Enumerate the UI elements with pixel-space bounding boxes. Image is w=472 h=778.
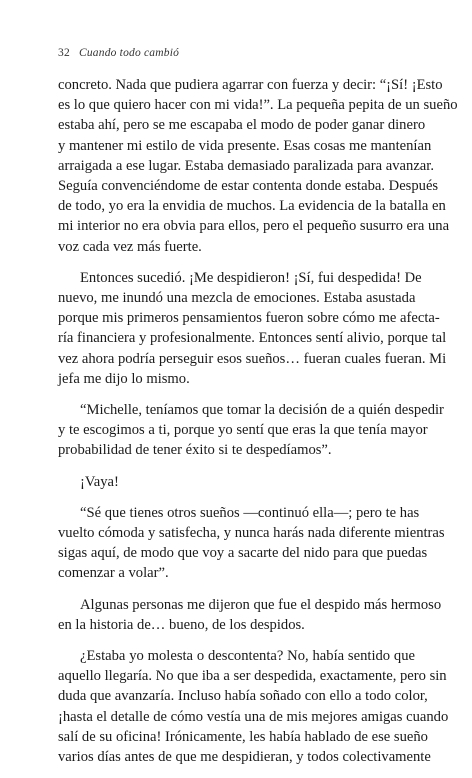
text-line: comenzar a volar”. bbox=[58, 565, 169, 582]
text-line: en la historia de… bueno, de los despidos. bbox=[58, 616, 305, 633]
text-line: varios días antes de que me despidieran, y todos colectivamente bbox=[58, 749, 431, 766]
paragraph bbox=[58, 268, 447, 389]
text-line: “Sé que tienes otros sueños —continuó ella—; pero te has bbox=[80, 504, 420, 521]
text-line: duda que avanzaría. Incluso había soñado con ello a todo color, bbox=[58, 688, 428, 705]
text-line: ¿Estaba yo molesta o descontenta? No, había sentido que bbox=[80, 648, 415, 665]
text-line: aquello llegaría. No que iba a ser despedida, exactamente, pero sin bbox=[58, 668, 447, 685]
text-line: Entonces sucedió. ¡Me despidieron! ¡Sí, fui despedida! De bbox=[80, 269, 422, 286]
text-line: probabilidad de tener éxito si te despedíamos”. bbox=[58, 442, 332, 459]
text-line: arraigada a ese lugar. Estaba demasiado paralizada para avanzar. bbox=[58, 157, 434, 174]
text-line: y mantener mi estilo de vida presente. Esas cosas me mantenían bbox=[58, 137, 432, 154]
paragraph bbox=[58, 472, 415, 492]
paragraph bbox=[58, 595, 442, 635]
running-title: Cuando todo cambió bbox=[78, 47, 180, 59]
text-line: ría financiera y profesionalmente. Entonces sentí alivio, porque tal bbox=[58, 330, 447, 347]
text-line: voz cada vez más fuerte. bbox=[58, 238, 202, 255]
text-line: jefa me dijo lo mismo. bbox=[58, 370, 190, 387]
text-line: vez ahora podría perseguir esos sueños… fueran cuales fueran. Mi bbox=[58, 350, 447, 367]
page-number: 32 bbox=[58, 47, 70, 59]
text-line: “Michelle, teníamos que tomar la decisión de a quién despedir bbox=[80, 402, 444, 419]
text-line: estaba ahí, pero se me escapaba el modo de poder ganar dinero bbox=[58, 117, 426, 134]
text-line: mi interior no era obvia para ellos, pero el pequeño susurro era una bbox=[58, 218, 450, 235]
text-line: es lo que quiero hacer con mi vida!”. La pequeña pepita de un sueño bbox=[58, 97, 458, 114]
text-line: concreto. Nada que pudiera agarrar con fuerza y decir: “¡Sí! ¡Esto bbox=[58, 77, 443, 93]
text-line: sigas aquí, de modo que voy a sacarte del nido para que puedas bbox=[58, 545, 428, 562]
text-line: salí de su oficina! Irónicamente, les había hablado de ese sueño bbox=[58, 728, 428, 745]
paragraph bbox=[58, 646, 449, 767]
paragraph bbox=[58, 503, 445, 584]
text-line: Algunas personas me dijeron que fue el despido más hermoso bbox=[80, 596, 442, 613]
text-line: ¡hasta el detalle de cómo vestía una de mis mejores amigas cuando bbox=[58, 708, 449, 725]
text-line: vuelto cómoda y satisfecha, y nunca harás nada diferente mientras bbox=[58, 525, 445, 542]
text-line: y te escogimos a ti, porque yo sentí que eras la que tenía mayor bbox=[58, 422, 428, 439]
text-line: porque mis primeros pensamientos fueron sobre cómo me afecta- bbox=[58, 310, 440, 327]
running-head bbox=[58, 47, 179, 59]
body-text bbox=[58, 75, 458, 778]
text-line: de todo, yo era la envidia de muchos. La evidencia de la batalla en bbox=[58, 198, 446, 215]
text-line: nuevo, me inundó una mezcla de emociones. Estaba asustada bbox=[58, 290, 416, 307]
paragraph bbox=[58, 75, 458, 257]
paragraph bbox=[58, 400, 444, 461]
text-line: Seguía convenciéndome de estar contenta donde estaba. Después bbox=[58, 178, 439, 195]
text-line: ¡Vaya! bbox=[80, 473, 119, 490]
